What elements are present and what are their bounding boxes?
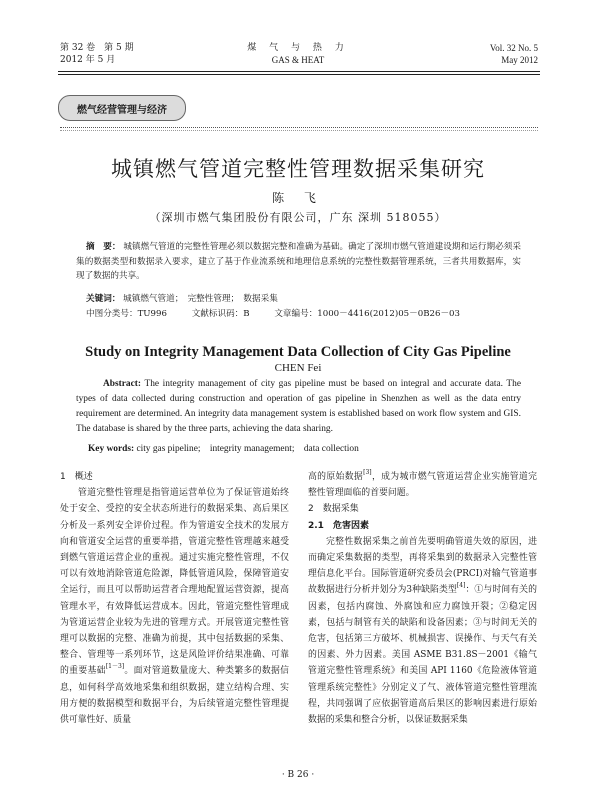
author-cn: 陈 飞 (272, 191, 324, 205)
section-divider (60, 127, 538, 128)
article-title-cn: 城镇燃气管道完整性管理数据采集研究 (111, 157, 485, 181)
citation: [3] (363, 469, 372, 476)
body-paragraph (308, 534, 537, 728)
volume-issue-en: Vol. 32 No. 5 (489, 43, 538, 53)
keywords-cn-text: 城镇燃气管道； 完整性管理； 数据采集 (123, 294, 278, 304)
journal-name-en: GAS & HEAT (271, 55, 325, 65)
article-title-en: Study on Integrity Management Data Collection of City Gas Pipeline (85, 344, 511, 360)
affiliation-cn: （深圳市燃气集团股份有限公司，广东 深圳 518055） (149, 211, 447, 224)
paragraph-text: ，成为城市燃气管道运营企业实施管道完整性管理面临的首要问题。 (308, 472, 537, 499)
abstract-en (76, 377, 521, 437)
body-column-left (60, 469, 289, 728)
keywords-en (88, 440, 359, 454)
paragraph-text: 高的原始数据 (308, 472, 364, 482)
abstract-en-text: The integrity management of city gas pipeline must be based on integral and accurate data. The types of data collected during construction and operation of gas pipeline in Shenzhen as well as the data entry requirement are determined. An integrity data management system is established based on work flow system and GIS. The database is shared by the three parts, achieving the data sharing. (76, 379, 521, 434)
citation: [4] (456, 582, 466, 590)
article-number: 文章编号：1000－4416(2012)05－0B26－03 (274, 309, 460, 319)
abstract-cn (76, 240, 521, 284)
page-number: · B 26 · (281, 770, 315, 780)
journal-name-cn: 煤 气 与 热 力 (247, 43, 349, 53)
journal-volume-issue-en (490, 42, 538, 66)
section-heading-data-collection: 2 数据采集 (308, 504, 359, 515)
keywords-en-text: city gas pipeline; integrity management; data collection (136, 444, 359, 454)
publication-date-line: 2012 年 5 月 (60, 55, 116, 65)
paragraph-text: 完整性数据采集之前首先要明确管道失效的原因，进而确定采集数据的类型，再将采集到的数据录入完整性管理信息化平台。国际管道研究委员会(PRCI)对输气管道事故数据进行分析并划分为3种缺陷类型 (308, 536, 537, 596)
publication-date-en: May 2012 (501, 55, 538, 65)
subsection-heading-hazards: 2.1 危害因素 (308, 520, 369, 531)
article-meta-cn (86, 307, 482, 319)
volume-issue-line: 第 32 卷 第 5 期 (60, 43, 134, 53)
keywords-cn (86, 292, 278, 304)
document-code: 文献标识码：B (191, 309, 250, 319)
section-divider-secondary (60, 130, 538, 131)
abstract-cn-text: 城镇燃气管道的完整性管理必须以数据完整和准确为基础。确定了深圳市燃气管道建设期和运行期必须采集的数据类型和数据录入要求，建立了基于作业流系统和地理信息系统的完整性数据管理系统，三者共用数据库，实现了数据的共享。 (76, 242, 521, 281)
author-en: CHEN Fei (274, 362, 322, 374)
paragraph-text: ：①与时间有关的因素，包括内腐蚀、外腐蚀和应力腐蚀开裂；②稳定因素，包括与制管有关的缺陷和设备因素；③与时间无关的危害，包括第三方破坏、机械损害、误操作、与天气有关的因素、外力因素。美国 ASME B31.8S－2001《输气管道完整性管理系统》和美国 API 1160《危险液体管道管理系统完整性》分别定义了气、液体管道完整性管理流程，共同强调了应依据管道高后果区的影响因素进行原始数据的采集和整合分析，以保证数据采集 (308, 585, 537, 726)
abstract-cn-label: 摘 要： (86, 242, 121, 252)
body-paragraph (60, 485, 289, 728)
section-badge: 燃气经营管理与经济 (58, 95, 186, 121)
body-column-right (308, 469, 537, 728)
citation: [1－3] (105, 663, 125, 671)
section-heading-overview: 1 概述 (60, 472, 93, 482)
paragraph-text: 管道完整性管理是指管道运营单位为了保证管道始终处于安全、受控的安全状态所进行的数据采集、高后果区分析及一系列安全评价过程。作为管道安全技术的发展方向和管道安全运营的重要举措，管道完整性管理越来越受到燃气管道运营企业的重视。通过实施完整性管理，不仅可以有效地消除管道危险源，降低管道风险，保障管道安全运行，而且可以帮助运营者合理地配置运营资源，提高管理水平，有效降低运营成本。因此，管道完整性管理成为管道运营企业较为先进的管理方式。开展管道完整性管理可以数据的完整、准确为前提，其中包括数据的采集、整合、管理等一系列环节，这是风险评价结果准确、可靠的重要基础 (60, 488, 289, 677)
keywords-cn-label: 关键词： (86, 294, 121, 304)
paragraph-text: 。面对管道数量庞大、种类繁多的数据信息，如何科学高效地采集和组织数据，建立结构合理、实用方便的数据模型和数据平台，为后续管道完整性管理提供可靠性好、质量 (60, 666, 290, 726)
abstract-en-label: Abstract: (103, 379, 142, 389)
body-paragraph (308, 469, 537, 501)
keywords-en-label: Key words: (88, 444, 135, 454)
clc-number: 中图分类号：TU996 (86, 309, 167, 319)
header-rule (58, 71, 540, 75)
